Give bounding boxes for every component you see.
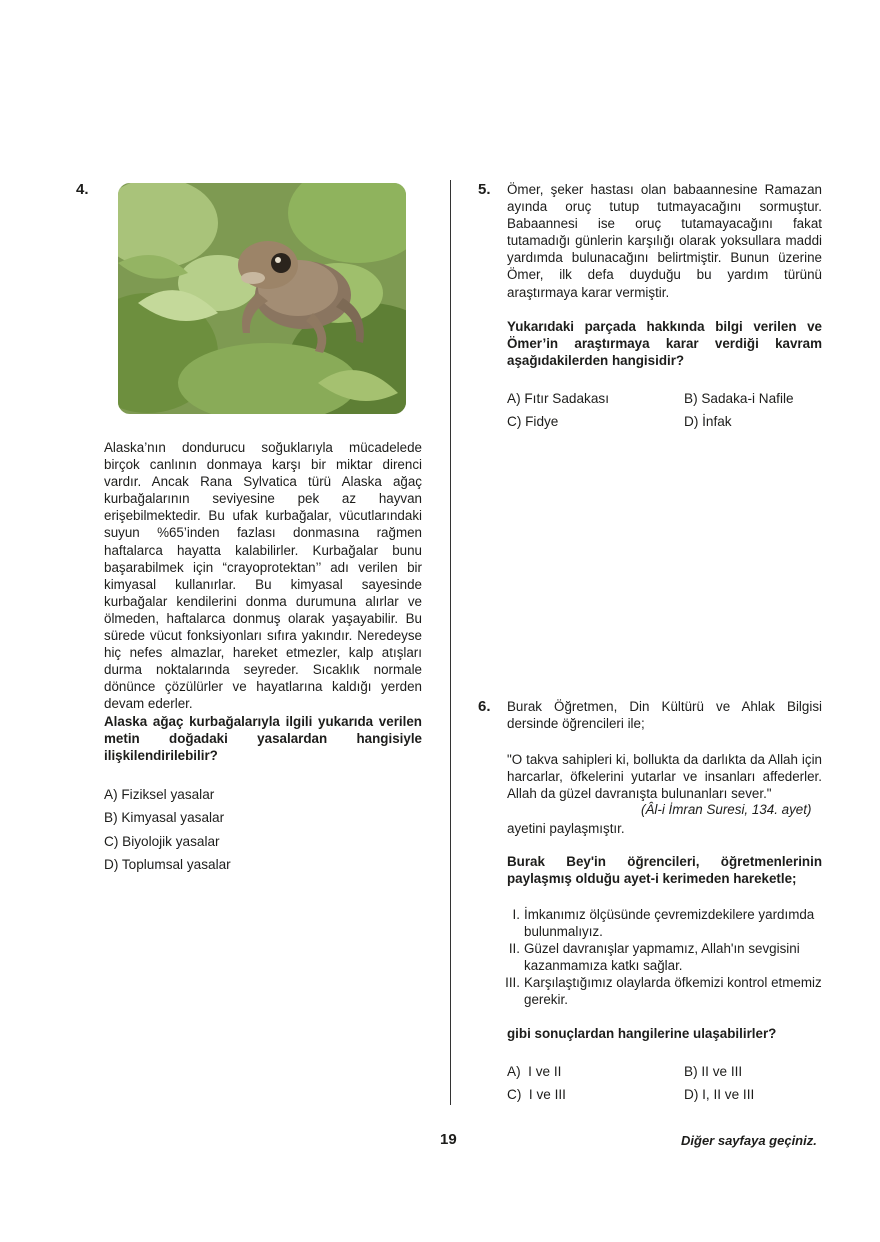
question-4-passage: Alaska’nın dondurucu soğuklarıyla mücadelede birçok canlının donmaya karşı bir miktar direnci vardır. Ancak Rana Sylvatica türü Alaska ağaç kurbağalarının seviyesine pek az hayvan erişebilmektedir. Bu ufak kurbağalar, vücutlarındaki suyun %65’inden fazlası donmasına rağmen haftalarca hayatta kalabilirler. Kurbağalar bunu başarabilmek için “crayoprotektan’’ adı verilen bir kimyasal kullanırlar. Bu kimyasal sayesinde kurbağalar kendilerini donma durumuna alırlar ve ölmeden, haftalarca donmuş olarak yaşayabilir. Bu sürede vücut fonksiyonları sıfıra yakındır. Neredeyse hiç nefes almazlar, hareket etmezler, kalp atışları durma noktalarında seyreder. Sıcaklık normale dönünce çözülürler ve hayatlarına kaldığı yerden devam ederler. xyxy=(104,440,422,712)
question-6-after-verse: ayetini paylaşmıştır. xyxy=(507,821,625,836)
q6-option-c[interactable]: C) I ve III xyxy=(507,1087,566,1102)
statement-3-number: III. xyxy=(505,975,520,990)
column-divider xyxy=(450,180,451,1105)
question-6-number: 6. xyxy=(478,698,491,715)
q4-option-a[interactable]: A) Fiziksel yasalar xyxy=(104,787,215,802)
question-5-prompt: Yukarıdaki parçada hakkında bilgi verilen ve Ömer’in araştırmaya karar verdiği kavram aşağıdakilerden hangisidir? xyxy=(507,319,822,369)
q6-option-a[interactable]: A) I ve II xyxy=(507,1064,562,1079)
q5-option-c[interactable]: C) Fidye xyxy=(507,414,559,429)
statement-1-text: İmkanımız ölçüsünde çevremizdekilere yardımda bulunmalıyız. xyxy=(524,907,815,939)
q5-option-a[interactable]: A) Fıtır Sadakası xyxy=(507,391,609,406)
question-6-verse: "O takva sahipleri ki, bollukta da darlıkta da Allah için harcarlar, öfkelerini yutarlar ve insanları affederler. Allah da güzel davranışta bulunanları sever." xyxy=(507,752,822,802)
question-6-intro: Burak Öğretmen, Din Kültürü ve Ahlak Bilgisi dersinde öğrencileri ile; xyxy=(507,699,822,732)
statement-2 xyxy=(500,940,830,974)
q5-option-d[interactable]: D) İnfak xyxy=(684,414,732,429)
q6-option-d[interactable]: D) I, II ve III xyxy=(684,1087,755,1102)
statement-2-text: Güzel davranışlar yapmamız, Allah'ın sevgisini kazanmamıza katkı sağlar. xyxy=(524,941,800,973)
frog-image xyxy=(118,183,406,414)
question-5-number: 5. xyxy=(478,181,491,198)
q4-option-d[interactable]: D) Toplumsal yasalar xyxy=(104,857,231,872)
question-6-prompt: Burak Bey'in öğrencileri, öğretmenlerinin paylaşmış olduğu ayet-i kerimeden hareketle; xyxy=(507,854,822,887)
statement-3 xyxy=(500,974,830,1008)
q5-option-b[interactable]: B) Sadaka-i Nafile xyxy=(684,391,794,406)
q4-option-c[interactable]: C) Biyolojik yasalar xyxy=(104,834,220,849)
statement-2-number: II. xyxy=(508,941,520,956)
q6-option-b[interactable]: B) II ve III xyxy=(684,1064,743,1079)
question-4-number: 4. xyxy=(76,181,89,198)
verse-source: (Âl-i İmran Suresi, 134. ayet) xyxy=(641,802,812,817)
question-6-closing: gibi sonuçlardan hangilerine ulaşabilirler? xyxy=(507,1026,777,1041)
statement-1 xyxy=(500,906,830,940)
q4-option-b[interactable]: B) Kimyasal yasalar xyxy=(104,810,225,825)
question-4-prompt: Alaska ağaç kurbağalarıyla ilgili yukarıda verilen metin doğadaki yasalardan hangisiyle ilişkilendirilebilir? xyxy=(104,714,422,764)
statement-1-number: I. xyxy=(512,907,520,922)
frog-photo xyxy=(118,183,406,414)
statement-3-text: Karşılaştığımız olaylarda öfkemizi kontrol etmemiz gerekir. xyxy=(524,975,822,1007)
next-page-note: Diğer sayfaya geçiniz. xyxy=(681,1133,817,1148)
page-number: 19 xyxy=(440,1131,457,1148)
question-5-passage: Ömer, şeker hastası olan babaannesine Ramazan ayında oruç tutup tutmayacağını sormuştur. Babaannesi ise oruç tutamayacağını fakat tutamadığı günlerin karşılığı olarak yoksullara maddi yardımda bulunacağını belirtmiştir. Bunun üzerine Ömer, ilk defa duyduğu bu yardım türünü araştırmaya karar vermiştir. xyxy=(507,182,822,300)
